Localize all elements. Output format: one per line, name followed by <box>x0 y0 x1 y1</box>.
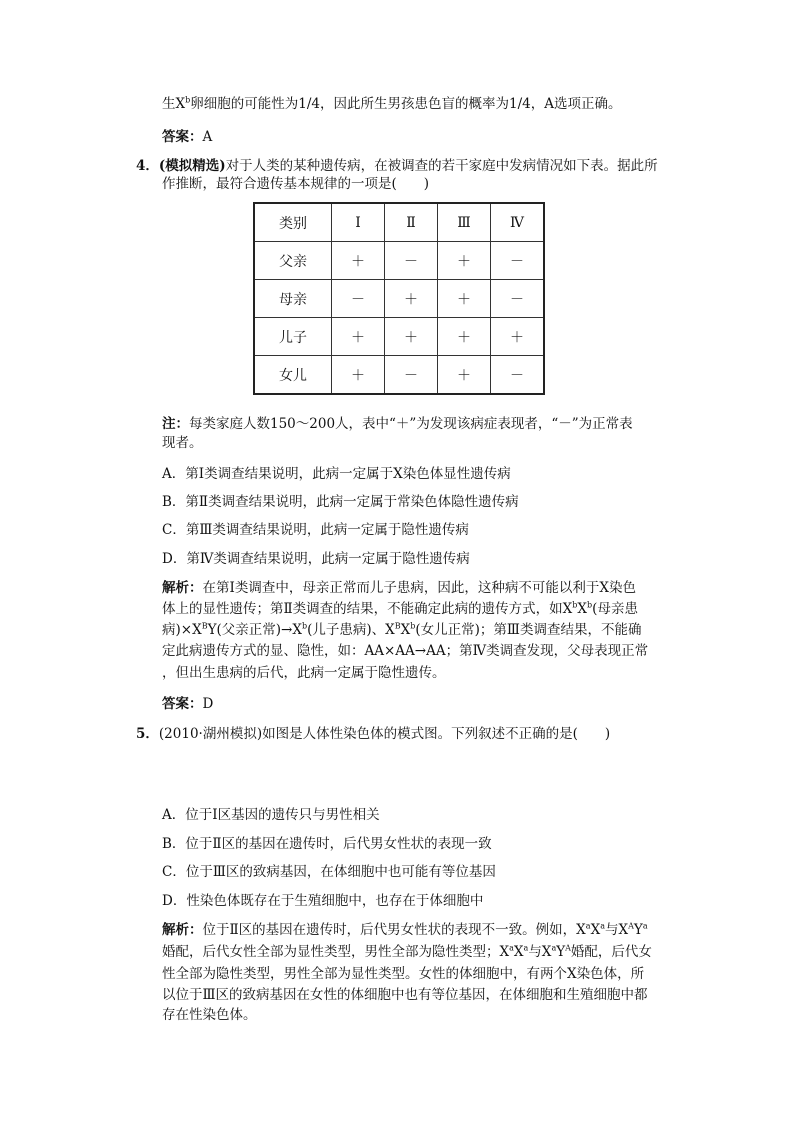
table-cell: 母亲 <box>254 280 332 318</box>
q4-analysis-line2: 体上的显性遗传；第Ⅱ类调查的结果，不能确定此病的遗传方式，如$X^bX^b$(母亲患 <box>162 600 638 617</box>
q4-analysis-line1: 解析：在第Ⅰ类调查中，母亲正常而儿子患病，因此，这种病不可能以利于X染色 <box>162 580 636 596</box>
intro-answer <box>162 127 212 147</box>
answer-label: 答案： <box>162 696 203 712</box>
q5-option-d: D．性染色体既存在于生殖细胞中，也存在于体细胞中 <box>162 893 484 909</box>
q5-analysis-line4: 以位于Ⅲ区的致病基因在女性的体细胞中也有等位基因，在体细胞和生殖细胞中都 <box>162 987 648 1003</box>
q5-analysis-line5: 存在性染色体。 <box>162 1007 257 1023</box>
q4-option-d: D．第Ⅳ类调查结果说明，此病一定属于隐性遗传病 <box>162 551 470 567</box>
table-cell: ＋ <box>385 280 438 318</box>
table-cell: ＋ <box>438 356 491 395</box>
survey-table <box>253 202 545 395</box>
intro-line: 生$X^b$卵细胞的可能性为1/4，因此所生男孩患色盲的概率为1/4，A选项正确。 <box>162 95 622 112</box>
q4-stem-line1: 4．(模拟精选)对于人类的某种遗传病，在被调查的若干家庭中发病情况如下表。据此所 <box>136 158 658 174</box>
q4-note-line1: 注：每类家庭人数150～200人，表中“＋”为发现该病症表现者，“－”为正常表 <box>162 416 633 432</box>
q5-option-a: A．位于Ⅰ区基因的遗传只与男性相关 <box>162 807 380 823</box>
table-cell: ＋ <box>438 280 491 318</box>
table-cell: ＋ <box>332 356 385 395</box>
q4-option-a: A．第Ⅰ类调查结果说明，此病一定属于X染色体显性遗传病 <box>162 466 511 482</box>
q4-option-c: C．第Ⅲ类调查结果说明，此病一定属于隐性遗传病 <box>162 522 469 538</box>
table-header-row <box>254 203 544 242</box>
table-header-cell: 类别 <box>254 203 332 242</box>
q5-analysis-line2: 婚配，后代女性全部为显性类型，男性全部为隐性类型；$X^aX^a$与$X^aY^A$婚配，后代女 <box>162 943 652 960</box>
table-cell: ＋ <box>491 318 545 356</box>
table-cell: － <box>385 356 438 395</box>
q4-analysis-line4: 定此病遗传方式的显、隐性，如：AA×AA→AA；第Ⅳ类调查发现，父母表现正常 <box>162 643 649 659</box>
q4-analysis-line3: 病)$\times X^BY$(父亲正常)$\to X^b$(儿子患病)、$X^BX^b$(女儿正常)；第Ⅲ类调查结果，不能确 <box>162 621 642 638</box>
table-cell: ＋ <box>385 318 438 356</box>
q5-analysis-line3: 性全部为隐性类型，男性全部为显性类型。女性的体细胞中，有两个X染色体，所 <box>162 966 645 982</box>
table-header-cell: Ⅲ <box>438 203 491 242</box>
table-cell: ＋ <box>438 242 491 280</box>
table-cell: － <box>385 242 438 280</box>
table-row <box>254 280 544 318</box>
table-cell: 儿子 <box>254 318 332 356</box>
table-header-cell: Ⅱ <box>385 203 438 242</box>
table-cell: ＋ <box>438 318 491 356</box>
q4-stem-line2: 作推断，最符合遗传基本规律的一项是( ) <box>162 176 430 192</box>
q4-option-b: B．第Ⅱ类调查结果说明，此病一定属于常染色体隐性遗传病 <box>162 494 519 510</box>
answer-label: 答案： <box>162 129 203 145</box>
table-cell: － <box>332 280 385 318</box>
answer-value: D <box>202 696 214 712</box>
answer-value: A <box>202 129 213 145</box>
q5-option-b: B．位于Ⅱ区的基因在遗传时，后代男女性状的表现一致 <box>162 836 492 852</box>
table-cell: － <box>491 356 545 395</box>
q5-stem: 5．(2010·湖州模拟)如图是人体性染色体的模式图。下列叙述不正确的是( ) <box>136 726 611 742</box>
table-header-cell: Ⅳ <box>491 203 545 242</box>
table-cell: － <box>491 280 545 318</box>
q5-analysis-line1: 解析：位于Ⅱ区的基因在遗传时，后代男女性状的表现不一致。例如，$X^aX^a$与$X^AY^a$ <box>162 921 648 938</box>
table-row <box>254 356 544 395</box>
q4-answer <box>162 694 213 714</box>
table-cell: 父亲 <box>254 242 332 280</box>
table-cell: ＋ <box>332 242 385 280</box>
table-cell: 女儿 <box>254 356 332 395</box>
q5-option-c: C．位于Ⅲ区的致病基因，在体细胞中也可能有等位基因 <box>162 864 496 880</box>
table-cell: － <box>491 242 545 280</box>
q4-analysis-line5: ，但出生患病的后代，此病一定属于隐性遗传。 <box>162 665 446 681</box>
q4-note-line2: 现者。 <box>162 435 203 451</box>
table-row <box>254 242 544 280</box>
table-row <box>254 318 544 356</box>
table-header-cell: Ⅰ <box>332 203 385 242</box>
table-cell: ＋ <box>332 318 385 356</box>
